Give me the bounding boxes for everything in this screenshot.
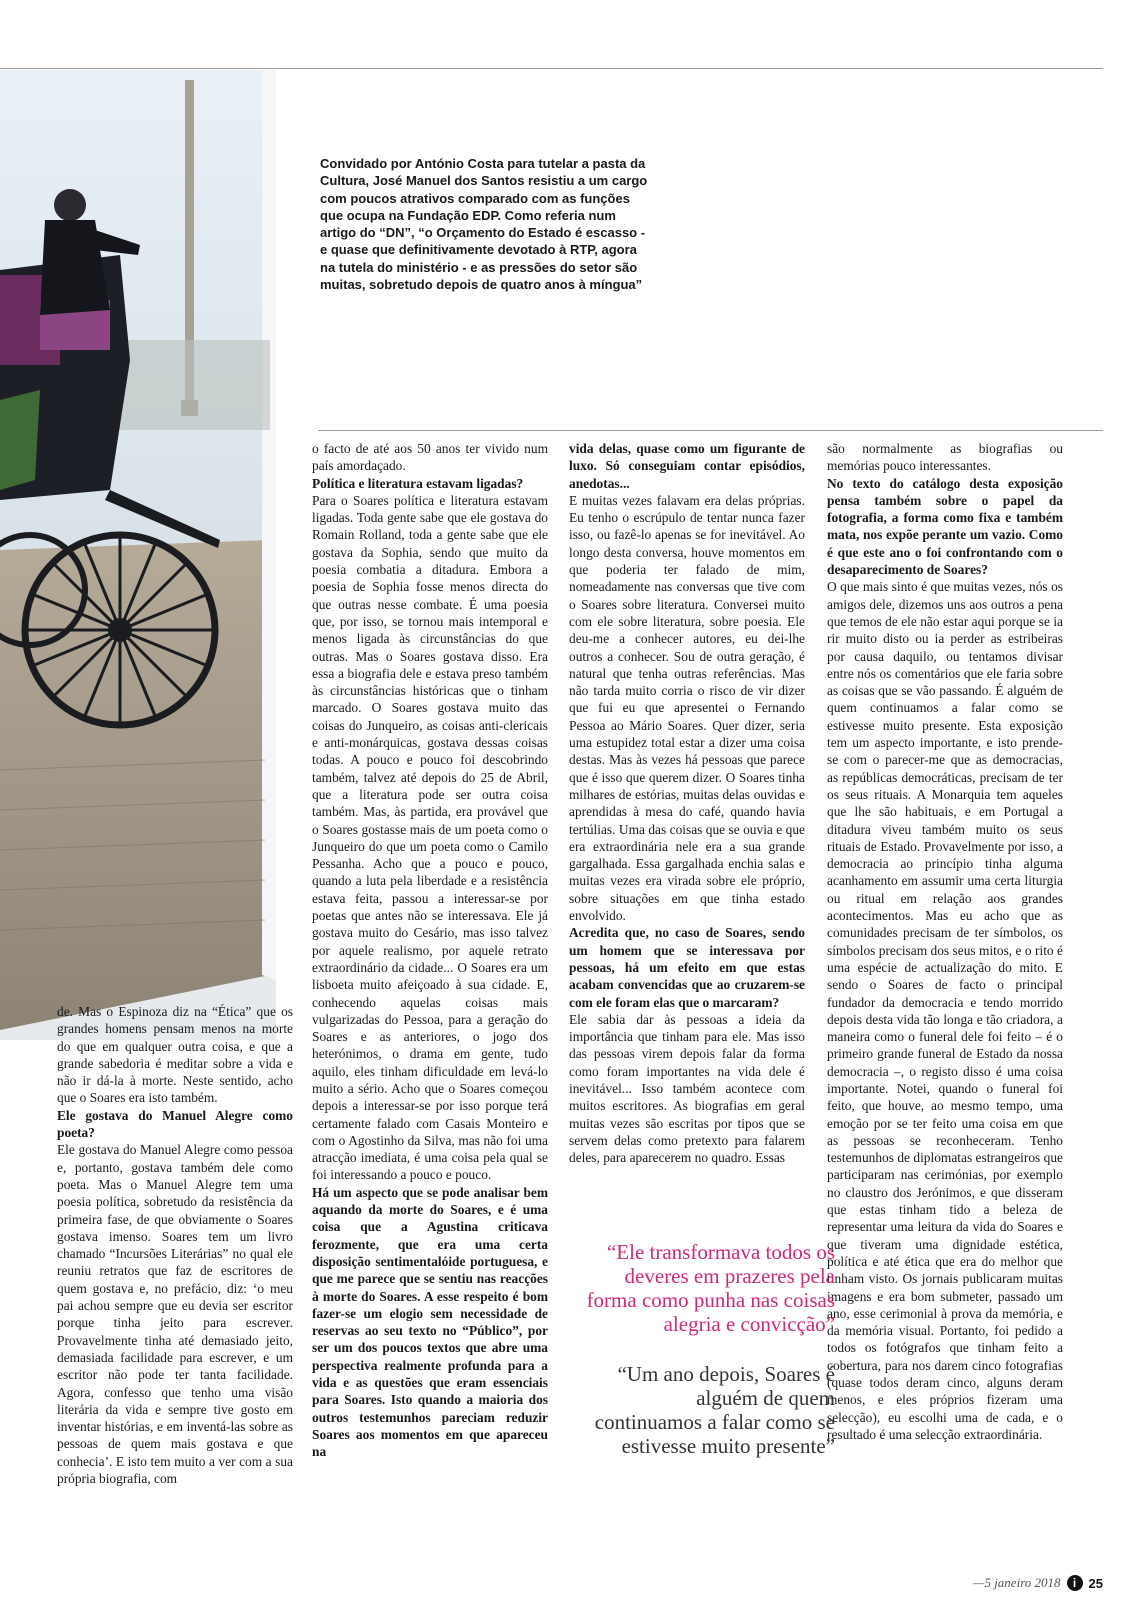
photo-caption: Convidado por António Costa para tutelar a pasta da Cultura, José Manuel dos Santos resistiu a um cargo com poucos atrativos comparado com as funções que ocupa na Fundação EDP. Como referia num artigo do “DN”, “o Orçamento do Estado é escasso - e quase que definitivamente devotado à RTP, agora na tutela do ministério - e as pressões do setor são muitas, sobretudo depois de quatro anos à míngua” xyxy=(320,156,648,293)
pull-quote-dark: “Um ano depois, Soares é alguém de quem continuamos a falar como se estivesse muito presente” xyxy=(594,1362,835,1458)
carriage-illustration xyxy=(0,70,276,1040)
i-logo-icon: i xyxy=(1067,1575,1083,1591)
page-footer xyxy=(973,1575,1103,1591)
col3-paragraph: Ele sabia dar às pessoas a ideia da importância que tinham para ele. Mas isso das pessoas virem depois falar da forma como foram importantes na vida dele é inevitável... Isso também acontece com muitos escritores. As biografias em geral muitas vezes são escritas por tipos que se servem delas como pretexto para falarem deles, para aparecerem no quadro. Essas xyxy=(569,1011,805,1166)
col3-question: vida delas, quase como um figurante de luxo. Só conseguiam contar episódios, anedotas... xyxy=(569,441,805,491)
col1-question: Ele gostava do Manuel Alegre como poeta? xyxy=(57,1107,293,1141)
col3-paragraph: E muitas vezes falavam era delas próprias. Eu tenho o escrúpulo de tentar nunca fazer isso, ou fazê-lo apenas se for inevitável. Ao longo desta conversa, houve momentos em que poderia ter falado de mim, nomeadamente nas conversas que tive com o Soares sobre literatura. Conversei muito com ele sobre literatura, sobre poesia. Ele deu-me a conhecer autores, eu dei-lhe outros a conhecer. Sou de outra geração, é natural que tenha outras referências. Mas não tarda muito corria o risco de vir dizer que fui eu que apresentei o Fernando Pessoa ao Mário Soares. Quer dizer, seria uma estupidez total estar a dizer uma coisa destas. Mas às vezes há pessoas que parece que é isso que querem dizer. O Soares tinha milhares de estórias, muitas delas ouvidas e aprendidas à mesa do café, quando havia tertúlias. Uma das coisas que se ouvia e que era extraordinária nele era a sua grande gargalhada. Essa gargalhada enchia salas e muitas vezes era virada sobre ele próprio, sobre situações em que tinha estado envolvido. xyxy=(569,492,805,924)
section-rule xyxy=(318,430,1103,431)
column-4 xyxy=(827,440,1063,1443)
pull-quote-pink: “Ele transformava todos os deveres em prazeres pela forma como punha nas coisas alegria e convicção” xyxy=(586,1240,835,1336)
col2-question: Há um aspecto que se pode analisar bem aquando da morte do Soares, e é uma coisa que a Agustina criticava ferozmente, que era uma certa disposição sentimentalóide portuguesa, e que me parece que se sentiu nas reacções à morte do Soares. A esse respeito é bom fazer-se um elogio sem necessidade de reservas ao seu texto no “Público”, por ser um dos poucos textos que abre uma perspectiva realmente profunda para a vida e as questões que eram essenciais para Soares. Isto quando a maioria dos outros testemunhos pareciam reduzir Soares aos momentos em que apareceu na xyxy=(312,1184,548,1460)
col1-paragraph: de. Mas o Espinoza diz na “Ética” que os grandes homens pensam menos na morte do que em qualquer outra coisa, e que a grande sabedoria é meditar sobre a vida e não ir dá-la à morte. Neste sentido, acho que o Soares era isto também. xyxy=(57,1004,293,1106)
col1-paragraph: Ele gostava do Manuel Alegre como pessoa e, portanto, gostava também dele como poeta. Mas o Manuel Alegre tem uma poesia política, sobretudo da resistência da primeira fase, de que obviamente o Soares gostava imenso. Soares tem um livro chamado “Incursões Literárias” no qual ele reuniu retratos que faz de escritores de quem gostava e, no prefácio, diz: ‘o meu pai achou sempre que eu devia ser escritor porque tinha jeito para escrever. Provavelmente tinha até demasiado jeito, demasiada facilidade para escrever, e um escritor não pode ter tanta facilidade. Agora, confesso que tenho uma visão literária da vida e sempre tive gosto em inventar histórias, e em inventá-las sobre as pessoas de quem mais gostava e que conhecia’. E isto tem muito a ver com a sua própria biografia, com xyxy=(57,1142,293,1487)
page-number: 25 xyxy=(1088,1575,1103,1591)
column-3 xyxy=(569,440,805,1166)
top-rule xyxy=(0,68,1103,69)
column-2 xyxy=(312,440,548,1461)
column-1 xyxy=(57,1003,293,1487)
issue-date: —5 janeiro 2018 xyxy=(972,1575,1061,1590)
col2-question: Política e literatura estavam ligadas? xyxy=(312,475,524,491)
col3-question: Acredita que, no caso de Soares, sendo um homem que se interessava por pessoas, há um efeito em que estas acabam convencidas que ao cruzarem-se com ele foram elas que o marcaram? xyxy=(569,925,805,1010)
col2-paragraph: Para o Soares política e literatura estavam ligadas. Toda gente sabe que ele gostava do Romain Rolland, toda a gente sabe que ele gostava da Sophia, sendo que muito da poesia combatia a ditadura. Embora a poesia de Sophia fosse menos directa do que outras nesse combate. É uma poesia que, por isso, se tornou mais intemporal e menos ligada às circunstâncias do que outras. Mas o Soares gostava disso. Era essa a biografia dele e estava preso também às circunstâncias históricas que o tinham marcado. O Soares gostava muito das coisas do Junqueiro, as coisas anti-clericais e anti-monárquicas, gostava dessas coisas todas. A pouco e pouco foi descobrindo também, talvez até depois do 25 de Abril, que a literatura pode ser outra coisa também. Mas, às partida, era provável que o Soares gostasse mais de um poeta como o Junqueiro do que um poeta como o Camilo Pessanha. Acho que a pouco e pouco, quando a luta pela liberdade e a resistência estava feita, passou a interessar-se por poetas que antes não se interessava. Ele já gostava muito do Cesário, mas isso talvez por aquele realismo, por aquele retrato extraordinário da cidade... O Soares era um lisboeta muito afeiçoado à sua cidade. E, conhecendo aquelas coisas mais vulgarizadas do Pessoa, para a geração do Soares e as anteriores, o jogo dos heterónimos, o drama em gente, tudo aquilo, eles tinham dificuldade em levá-lo muito a sério. Acho que o Soares começou depois a interessar-se por isso porque terá certamente falado com Casais Monteiro e com o Agostinho da Silva, mas não foi uma atracção imediata, é uma coisa pela qual se foi interessando a pouco e pouco. xyxy=(312,492,548,1183)
col4-paragraph: O que mais sinto é que muitas vezes, nós os amigos dele, dizemos uns aos outros a pena que temos de ele não estar aqui porque se ia rir muito disto ou ia perder as estribeiras por causa daquilo, ou tentamos divisar entre nós os comentários que ele faria sobre as coisas que se vão passando. É alguém de quem continuamos a falar como se estivesse muito presente. Esta exposição tem um aspecto importante, e isto prende-se com o parecer-me que as democracias, as repúblicas democráticas, precisam de ter os seus rituais. A Monarquia tem aqueles que lhe são habituais, e em Portugal a ditadura viveu também muito os seus rituais de Estado. Provavelmente por isso, a democracia ao princípio tinha alguma acanhamento em assumir uma certa liturgia ou ritual em relação aos grandes acontecimentos. Mas eu acho que as comunidades precisam de ter símbolos, os símbolos precisam dos seus mitos, e o rito é uma espécie de actualização do mito. E sendo o Soares de facto o principal fundador da democracia e tendo morrido depois desta vida tão longa e tão criadora, a maneira como o funeral dele foi feito – é o primeiro grande funeral de Estado da nossa democracia –, o registo disso é uma coisa importante. Notei, quando o funeral foi feito, que houve, ao mesmo tempo, uma emoção por se ter feito uma coisa em que as pessoas se reconheceram. Tenho testemunhos de diplomatas estrangeiros que participaram nas cerimónias, por exemplo no claustro dos Jerónimos, e que disseram que estas tinham tido a beleza de representar uma leitura da vida do Soares e que tiveram uma dignidade estética, política e até ética que era do melhor que tinham visto. Os jornais publicaram muitas imagens e era bom submeter, passado um ano, esse cerimonial à prova da memória, e da memória visual. Portanto, foi pedido a todos os fotógrafos que tinham feito a cobertura, para nos darem cinco fotografias (quase todos deram cinco, alguns deram menos, e eles próprios fizeram uma selecção), eu escolhi uma de cada, e o resultado é uma selecção extraordinária. xyxy=(827,579,1063,1442)
col4-question: No texto do catálogo desta exposição pensa também sobre o papel da fotografia, a forma como fixa e também mata, nos expõe perante um vazio. Como é que este ano o foi confrontando com o desaparecimento de Soares? xyxy=(827,475,1063,578)
col4-paragraph: são normalmente as biografias ou memórias pouco interessantes. xyxy=(827,441,1063,474)
col2-paragraph: o facto de até aos 50 anos ter vivido num país amordaçado. xyxy=(312,441,548,474)
carriage-photo xyxy=(0,70,276,1040)
